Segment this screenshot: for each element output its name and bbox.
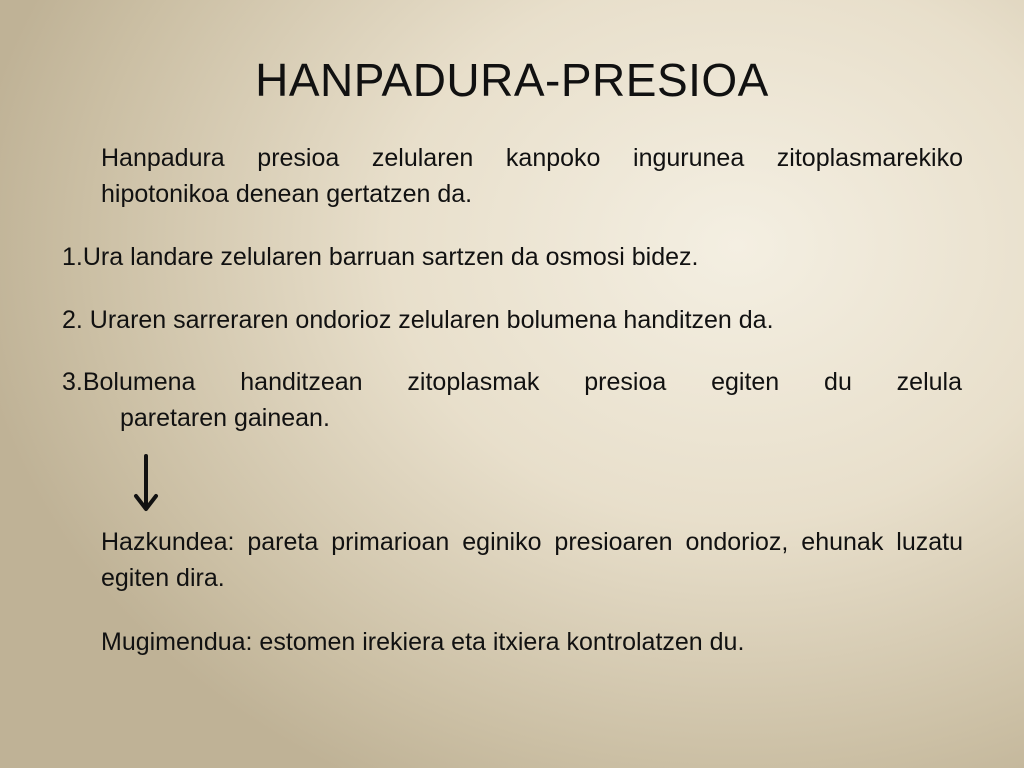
step-3-line-1: 3.Bolumena handitzean zitoplasmak presioa egiten du zelula [62,368,962,396]
arrow-down-icon [130,454,160,514]
growth-paragraph: Hazkundea: pareta primarioan eginiko presioaren ondorioz, ehunak luzatu egiten dira. [101,528,963,592]
step-1: 1.Ura landare zelularen barruan sartzen da osmosi bidez. [62,243,699,271]
movement-paragraph: Mugimendua: estomen irekiera eta itxiera kontrolatzen du. [101,628,745,656]
step-3-line-2: paretaren gainean. [120,404,330,432]
step-2: 2. Uraren sarreraren ondorioz zelularen bolumena handitzen da. [62,306,774,334]
step-3 [62,364,962,436]
intro-paragraph: Hanpadura presioa zelularen kanpoko ingurunea zitoplasmarekiko hipotonikoa denean gertatzen da. [101,144,963,208]
slide-title: HANPADURA-PRESIOA [255,54,769,106]
